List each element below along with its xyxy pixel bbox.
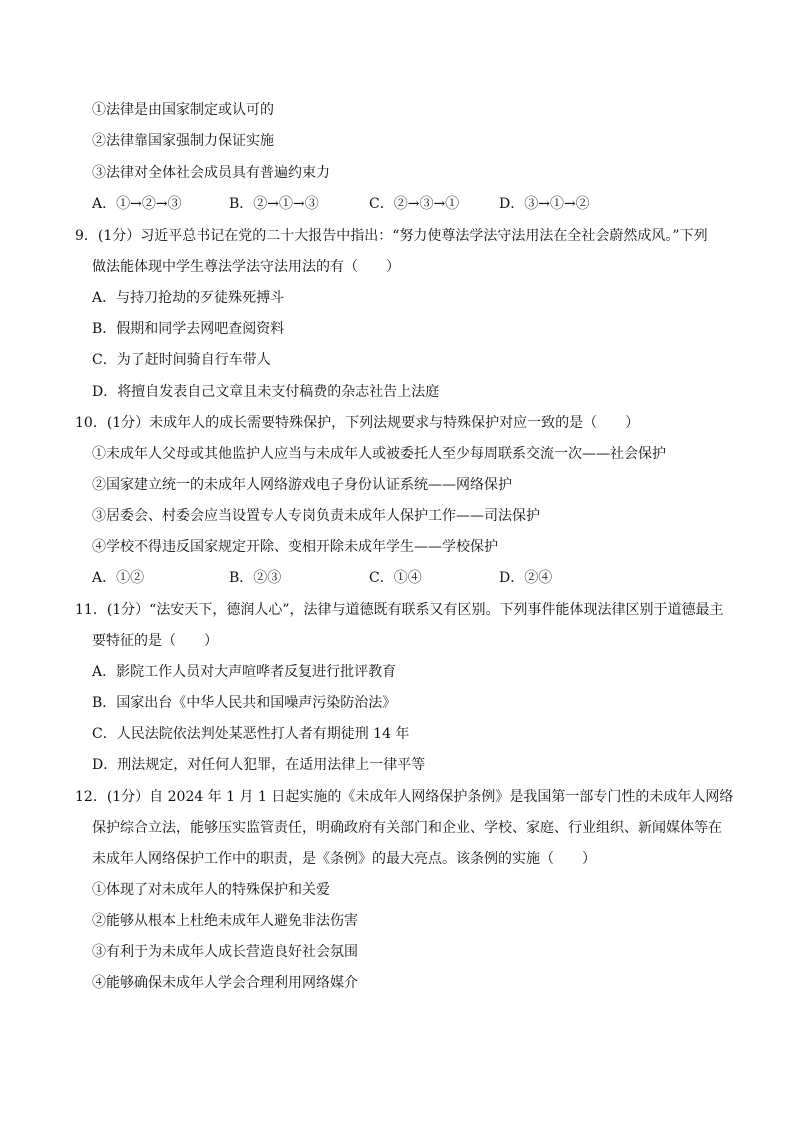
q10-option-a: A．①②: [92, 570, 145, 586]
q12-item-3: ③有利于为未成年人成长营造良好社会氛围: [92, 944, 358, 960]
q12-item-1: ①体现了对未成年人的特殊保护和关爱: [92, 882, 330, 898]
q8-item-3: ③法律对全体社会成员具有普遍约束力: [92, 165, 330, 181]
q10-item-3: ③居委会、村委会应当设置专人专岗负责未成年人保护工作——司法保护: [92, 508, 540, 524]
q12-stem-line-2: 保护综合立法，能够压实监管责任，明确政府有关部门和企业、学校、家庭、行业组织、新闻媒体等在: [92, 820, 722, 836]
q12-stem-line-3: 未成年人网络保护工作中的职责，是《条例》的最大亮点。该条例的实施（ ）: [92, 851, 596, 867]
q12-item-2: ②能够从根本上杜绝未成年人避免非法伤害: [92, 913, 358, 929]
q9-option-a: A．与持刀抢劫的歹徒殊死搏斗: [92, 290, 285, 306]
q10-item-2: ②国家建立统一的未成年人网络游戏电子身份认证系统——网络保护: [92, 477, 512, 493]
q9-option-c: C．为了赶时间骑自行车带人: [92, 352, 271, 368]
q8-option-d: D．③→①→②: [499, 196, 590, 212]
q11-stem-line-2: 要特征的是（ ）: [92, 633, 218, 649]
q8-option-a: A．①→②→③: [92, 196, 182, 212]
q10-option-d: D．②④: [499, 570, 553, 586]
q11-option-a: A．影院工作人员对大声喧哗者反复进行批评教育: [92, 664, 397, 680]
q8-options: [92, 194, 692, 214]
q8-option-c: C．②→③→①: [369, 196, 460, 212]
q11-option-d: D．刑法规定，对任何人犯罪，在适用法律上一律平等: [92, 757, 426, 773]
q11-stem-line-1: 11．(1分）“法安天下，德润人心”，法律与道德既有联系又有区别。下列事件能体现法律区别于道德最主: [75, 602, 724, 618]
q8-option-b: B．②→①→③: [229, 196, 319, 212]
q10-option-b: B．②③: [229, 570, 282, 586]
q10-item-1: ①未成年人父母或其他监护人应当与未成年人或被委托人至少每周联系交流一次——社会保护: [92, 446, 666, 462]
q9-option-b: B．假期和同学去网吧查阅资料: [92, 321, 285, 337]
q9-stem-line-2: 做法能体现中学生尊法学法守法用法的有（ ）: [92, 259, 400, 275]
q11-option-b: B．国家出台《中华人民共和国噪声污染防治法》: [92, 695, 397, 711]
q10-item-4: ④学校不得违反国家规定开除、变相开除未成年学生——学校保护: [92, 539, 498, 555]
q11-option-c: C．人民法院依法判处某恶性打人者有期徒刑 14 年: [92, 726, 410, 742]
q10-options: [92, 568, 692, 588]
q9-option-d: D．将擅自发表自己文章且未支付稿费的杂志社告上法庭: [92, 384, 440, 400]
q8-item-1: ①法律是由国家制定或认可的: [92, 102, 274, 118]
q10-option-c: C．①④: [369, 570, 422, 586]
q12-item-4: ④能够确保未成年人学会合理利用网络媒介: [92, 975, 358, 991]
q8-item-2: ②法律靠国家强制力保证实施: [92, 133, 274, 149]
q10-stem: 10．(1分）未成年人的成长需要特殊保护，下列法规要求与特殊保护对应一致的是（ ）: [75, 415, 640, 431]
q9-stem-line-1: 9．(1分）习近平总书记在党的二十大报告中指出：“努力使尊法学法守法用法在全社会蔚然成风。”下列: [75, 228, 708, 244]
q12-stem-line-1: 12．(1分）自 2024 年 1 月 1 日起实施的《未成年人网络保护条例》是我国第一部专门性的未成年人网络: [75, 789, 734, 805]
